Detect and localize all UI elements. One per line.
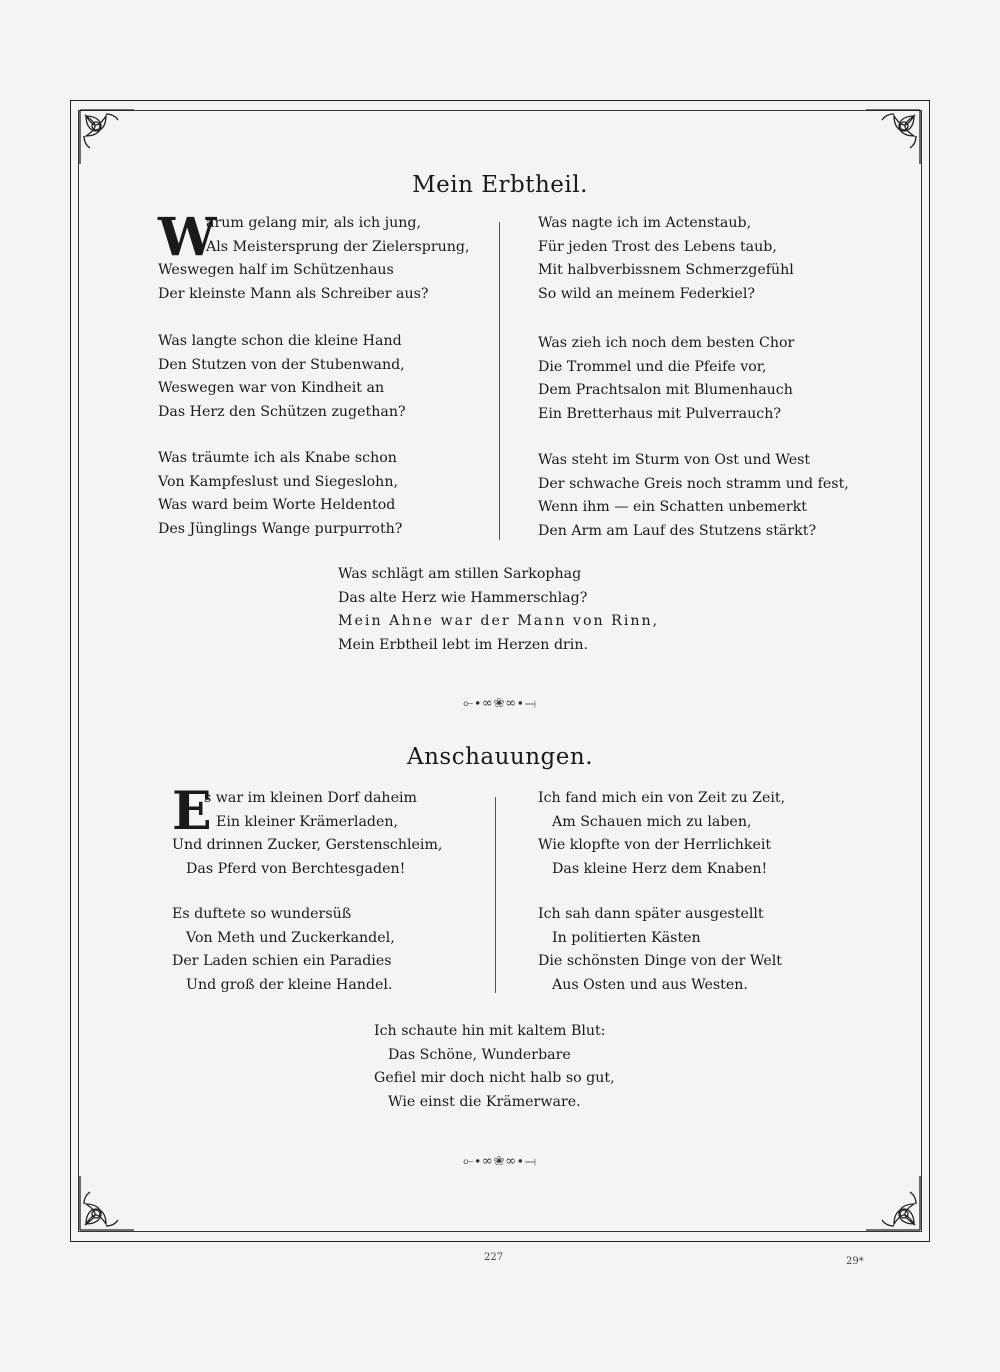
verse-line: Wenn ihm — ein Schatten unbemerkt: [538, 499, 807, 515]
stanza: [538, 903, 782, 997]
verse-line: Mit halbverbissnem Schmerzgefühl: [538, 262, 794, 278]
verse-line: Ich sah dann später ausgestellt: [538, 906, 764, 922]
verse-line: Das alte Herz wie Hammerschlag?: [338, 589, 588, 606]
verse-line: Am Schauen mich zu laben,: [552, 813, 752, 830]
verse-line: Und drinnen Zucker, Gerstenschleim,: [172, 837, 443, 853]
verse-line: Die schönsten Dinge von der Welt: [538, 953, 782, 969]
stanza: [538, 787, 785, 881]
verse-line: Was steht im Sturm von Ost und West: [538, 452, 811, 468]
verse-line: Ich fand mich ein von Zeit zu Zeit,: [538, 790, 786, 806]
verse-line: Was nagte ich im Actenstaub,: [538, 215, 752, 231]
verse-line: Mein Erbtheil lebt im Herzen drin.: [338, 636, 588, 653]
verse-line: Für jeden Trost des Lebens taub,: [538, 238, 777, 255]
verse-line: Weswegen half im Schützenhaus: [158, 262, 394, 278]
verse-line: arum gelang mir, als ich jung,: [206, 215, 421, 231]
verse-line: Der kleinste Mann als Schreiber aus?: [158, 285, 429, 302]
stanza: [538, 212, 794, 306]
verse-line: So wild an meinem Federkiel?: [538, 285, 755, 302]
verse-line: Den Stutzen von der Stubenwand,: [158, 356, 405, 373]
verse-line: In politierten Kästen: [552, 929, 701, 946]
verse-line: Von Kampfeslust und Siegeslohn,: [158, 473, 398, 490]
verse-line: Der Laden schien ein Paradies: [172, 953, 392, 969]
stanza: [538, 332, 794, 426]
section-ornament-icon: ⟜∙∞❀∞∙⟞: [463, 696, 537, 711]
stanza: [158, 447, 402, 541]
drop-cap: E: [172, 781, 212, 842]
corner-ornament-icon: [76, 106, 138, 168]
verse-line: Ich schaute hin mit kaltem Blut:: [374, 1023, 606, 1039]
poem-title: Mein Erbtheil.: [412, 172, 588, 198]
verse-line: Ein Bretterhaus mit Pulverrauch?: [538, 405, 781, 422]
verse-line: Des Jünglings Wange purpurroth?: [158, 520, 403, 537]
verse-line: Wie klopfte von der Herrlichkeit: [538, 837, 772, 853]
stanza: [158, 330, 406, 424]
verse-line: Den Arm am Lauf des Stutzens stärkt?: [538, 522, 817, 539]
verse-line: Wie einst die Krämerware.: [388, 1093, 581, 1110]
verse-line: Der schwache Greis noch stramm und fest,: [538, 475, 849, 492]
verse-line: Und groß der kleine Handel.: [186, 976, 393, 993]
column-divider: [499, 222, 500, 540]
verse-line: Das Herz den Schützen zugethan?: [158, 403, 406, 420]
verse-line: Das Schöne, Wunderbare: [388, 1046, 571, 1063]
verse-line: Aus Osten und aus Westen.: [552, 976, 748, 993]
verse-line: Es duftete so wundersüß: [172, 906, 352, 922]
final-stanza: [374, 1020, 615, 1114]
final-stanza: [338, 563, 659, 657]
corner-ornament-icon: [76, 1172, 138, 1234]
verse-line: Als Meistersprung der Zielersprung,: [206, 238, 470, 255]
verse-line: Dem Prachtsalon mit Blumenhauch: [538, 382, 793, 398]
page-number: 227: [484, 1252, 504, 1263]
signature-mark: 29*: [846, 1256, 864, 1267]
stanza: [538, 449, 849, 543]
stanza: [172, 781, 443, 881]
stanza: [158, 207, 470, 306]
section-ornament-icon: ⟜∙∞❀∞∙⟞: [463, 1154, 537, 1169]
verse-line: Was schlägt am stillen Sarkophag: [338, 566, 582, 582]
verse-line: Was zieh ich noch dem besten Chor: [538, 335, 795, 351]
poem-title: Anschauungen.: [406, 744, 594, 770]
verse-line: s war im kleinen Dorf daheim: [204, 790, 417, 806]
verse-line: Weswegen war von Kindheit an: [158, 380, 385, 396]
verse-line: Das Pferd von Berchtesgaden!: [186, 860, 406, 877]
column-divider: [495, 797, 496, 993]
verse-line: Gefiel mir doch nicht halb so gut,: [374, 1070, 615, 1086]
drop-cap: W: [158, 207, 217, 268]
corner-ornament-icon: [862, 1172, 924, 1234]
verse-line: Ein kleiner Krämerladen,: [216, 813, 399, 830]
corner-ornament-icon: [862, 106, 924, 168]
verse-line: Die Trommel und die Pfeife vor,: [538, 358, 767, 375]
verse-line: Was langte schon die kleine Hand: [158, 333, 402, 349]
verse-line: Mein Ahne war der Mann von Rinn,: [338, 613, 660, 629]
verse-line: Was träumte ich als Knabe schon: [158, 450, 397, 466]
verse-line: Von Meth und Zuckerkandel,: [186, 929, 395, 946]
stanza: [172, 903, 395, 997]
verse-line: Das kleine Herz dem Knaben!: [552, 860, 768, 877]
verse-line: Was ward beim Worte Heldentod: [158, 497, 396, 513]
